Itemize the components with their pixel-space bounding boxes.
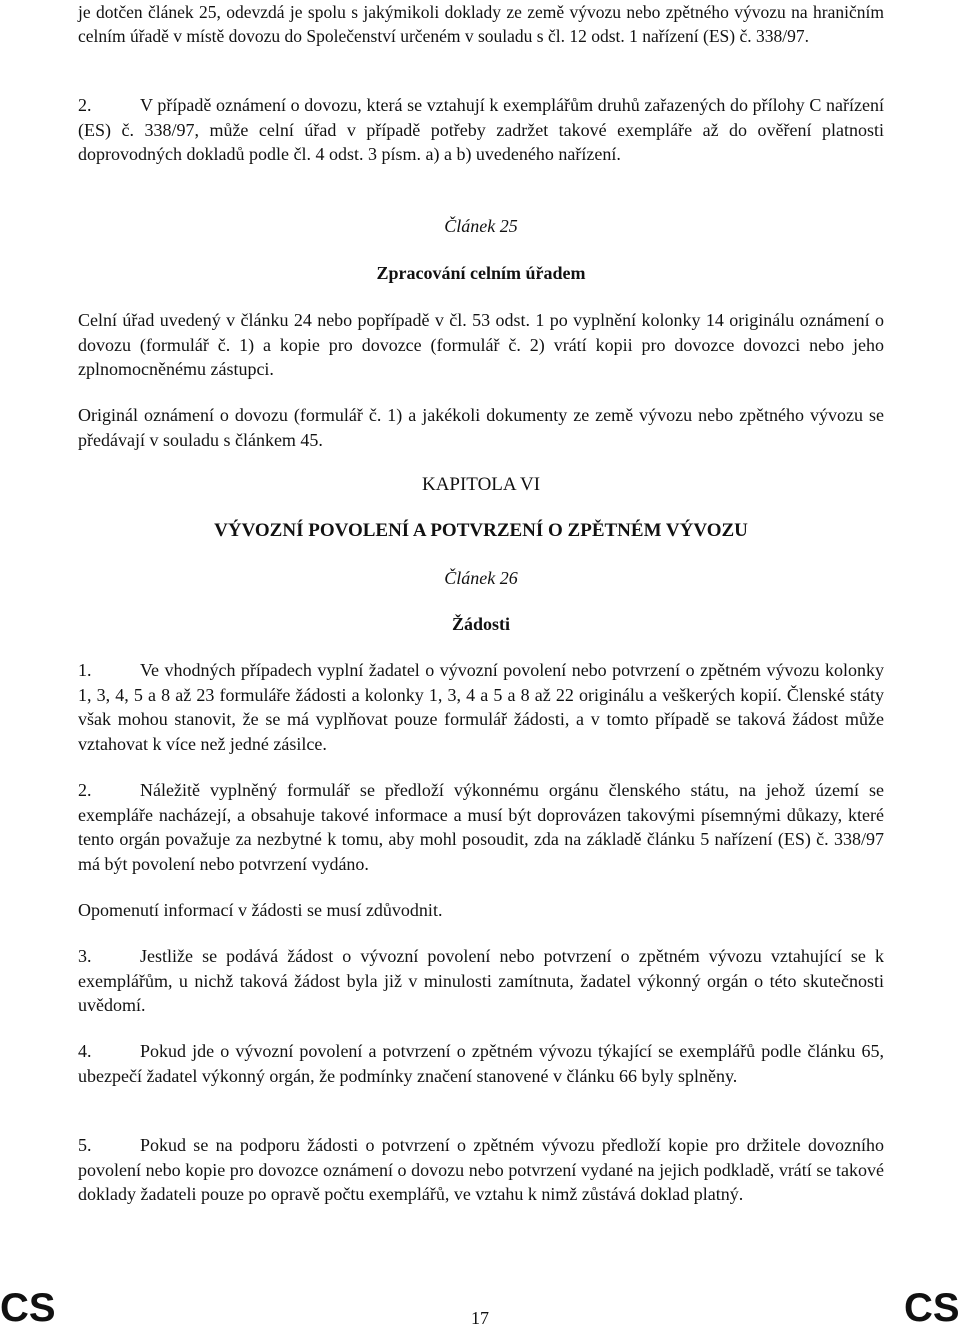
footer-language-right: CS (904, 1286, 960, 1330)
article-26-heading: Článek 26 (444, 568, 518, 588)
paragraph-number: 2. (78, 95, 92, 115)
item-number: 5. (78, 1135, 92, 1155)
article-25-title: Zpracování celním úřadem (376, 263, 586, 283)
article-25-paragraph-2: Originál oznámení o dovozu (formulář č. 1) a jakékoli dokumenty ze země vývozu nebo zpětného vývozu se předávají v souladu s článkem 45. (78, 405, 884, 450)
item-number: 1. (78, 660, 92, 680)
article-26-title: Žádosti (451, 614, 511, 634)
item-text: Náležitě vyplněný formulář se předloží výkonnému orgánu členského státu, na jehož území se exempláře nacházejí, a obsahuje takové informace a musí být doprovázen takovými písemnými důkazy, které tento orgán považuje za nezbytné k tomu, aby mohl posoudit, zda na základě článku 5 nařízení (ES) č. 338/97 má být povolení nebo potvrzení vydáno. (78, 780, 884, 874)
article-26-item-2 (78, 778, 884, 876)
item-number: 3. (78, 946, 92, 966)
chapter-title: VÝVOZNÍ POVOLENÍ A POTVRZENÍ O ZPĚTNÉM VÝVOZU (214, 520, 748, 541)
paragraph-continuation: je dotčen článek 25, odevzdá je spolu s jakýmikoli doklady ze země vývozu nebo zpětného vývozu na hraničním celním úřadě v místě dovozu do Společenství určeném v souladu s čl. 12 odst. 1 nařízení (ES) č. 338/97. (78, 2, 884, 46)
page-number: 17 (471, 1308, 489, 1328)
article-26-note: Opomenutí informací v žádosti se musí zdůvodnit. (78, 900, 443, 920)
article-26-item-4 (78, 1039, 884, 1088)
item-number: 2. (78, 780, 92, 800)
item-text: Ve vhodných případech vyplní žadatel o vývozní povolení nebo potvrzení o zpětném vývozu kolonky 1, 3, 4, 5 a 8 až 23 formuláře žádosti a kolonky 1, 3, 4 a 5 a 8 až 22 originálu a veškerých kopií. Členské státy však mohou stanovit, že se má vyplňovat pouze formulář žádosti, a v tomto případě se taková žádost může vztahovat k více než jedné zásilce. (78, 660, 884, 754)
item-text: Pokud jde o vývozní povolení a potvrzení o zpětném vývozu týkající se exemplářů podle článku 65, ubezpečí žadatel výkonný orgán, že podmínky značení stanovené v článku 66 byly splněny. (78, 1041, 884, 1086)
item-text: Pokud se na podporu žádosti o potvrzení o zpětném vývozu předloží kopie pro držitele dovozního povolení nebo kopie pro dovozce oznámení o dovozu nebo potvrzení vydané na jejich podkladě, vrátí se takové doklady žadateli pouze po opravě počtu exemplářů, ve vztahu k nimž zůstává doklad platný. (78, 1135, 884, 1204)
chapter-label: KAPITOLA VI (421, 474, 541, 495)
paragraph-text: V případě oznámení o dovozu, která se vztahují k exemplářům druhů zařazených do přílohy C nařízení (ES) č. 338/97, může celní úřad v případě potřeby zadržet takové exempláře až do ověření platnosti doprovodných dokladů podle čl. 4 odst. 3 písm. a) a b) uvedeného nařízení. (78, 95, 884, 164)
article-25-heading: Článek 25 (444, 216, 518, 236)
item-text: Jestliže se podává žádost o vývozní povolení nebo potvrzení o zpětném vývozu vztahující se k exemplářům, u nichž taková žádost byla již v minulosti zamítnuta, žadatel výkonný orgán o této skutečnosti uvědomí. (78, 946, 884, 1015)
paragraph-2 (78, 93, 884, 167)
item-number: 4. (78, 1041, 92, 1061)
footer-language-left: CS (0, 1286, 56, 1330)
article-26-item-5 (78, 1133, 884, 1207)
article-26-item-3 (78, 944, 884, 1018)
article-25-paragraph-1: Celní úřad uvedený v článku 24 nebo popřípadě v čl. 53 odst. 1 po vyplnění kolonky 14 originálu oznámení o dovozu (formulář č. 1) a kopie pro dovozce (formulář č. 2) vrátí kopii pro dovozce dovozci nebo jeho zplnomocněnému zástupci. (78, 310, 884, 379)
article-26-item-1 (78, 658, 884, 756)
